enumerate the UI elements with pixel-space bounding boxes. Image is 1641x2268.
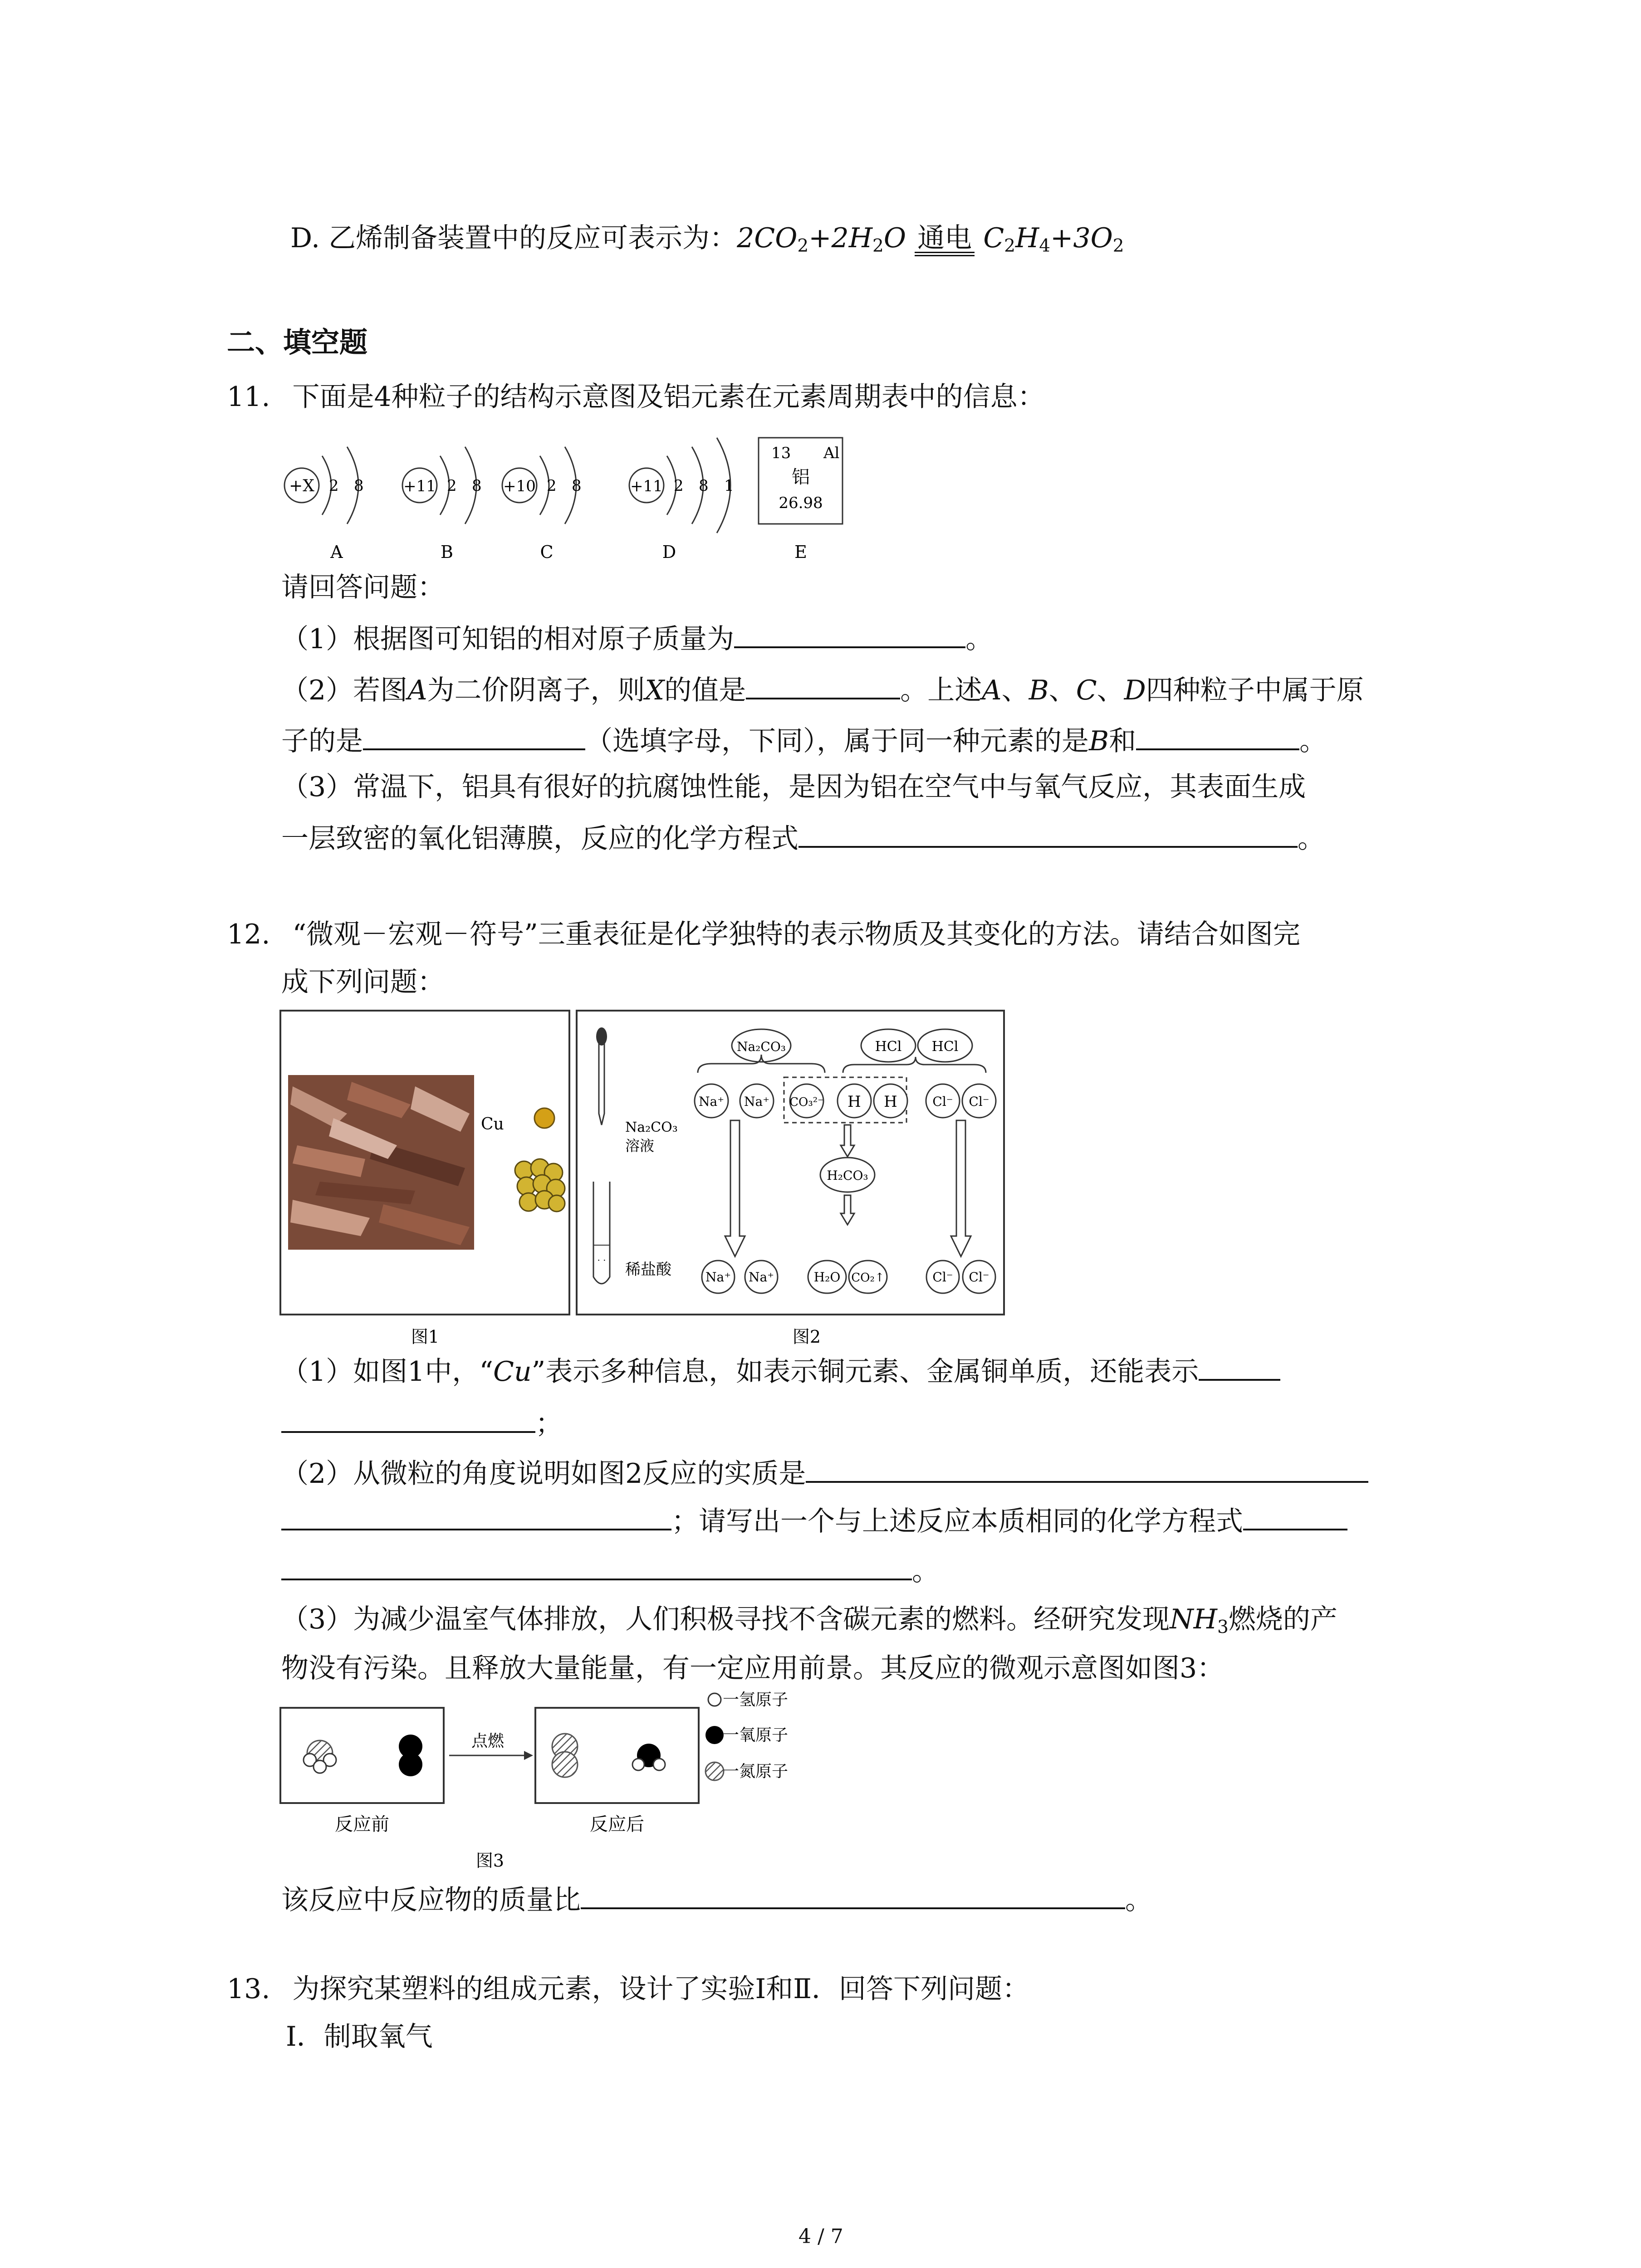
answer-blank[interactable] [281, 1404, 535, 1433]
svg-text:+11: +11 [630, 477, 663, 495]
answer-blank[interactable] [363, 721, 585, 750]
q11-part1: （1）根据图可知铝的相对原子质量为 。 [281, 619, 993, 657]
svg-text:B: B [441, 542, 453, 562]
q12-number: 12. [227, 919, 270, 950]
svg-text:8: 8 [472, 477, 482, 495]
svg-text:溶液: 溶液 [625, 1137, 655, 1154]
q12-part3-line3: 该反应中反应物的质量比 。 [281, 1880, 1152, 1918]
answer-blank[interactable] [281, 1501, 671, 1530]
page-number: 4 / 7 [798, 2225, 843, 2248]
q12-part3-line1: （3）为减少温室气体排放，人们积极寻找不含碳元素的燃料。经研究发现$NH_3$燃烧的产 [281, 1603, 1337, 1637]
particle-c [502, 447, 582, 562]
svg-text:H₂CO₃: H₂CO₃ [827, 1168, 868, 1183]
option-d-text: D. 乙烯制备装置中的反应可表示为： [290, 222, 737, 254]
q12-part1-line2: ； [281, 1404, 563, 1442]
element-card-al [759, 438, 843, 562]
svg-text:E: E [794, 542, 807, 562]
svg-text:Na₂CO₃: Na₂CO₃ [736, 1039, 786, 1054]
svg-text:CO₂↑: CO₂↑ [851, 1271, 885, 1285]
answer-blank[interactable] [1199, 1352, 1280, 1381]
answer-blank[interactable] [581, 1880, 1125, 1909]
svg-text:反应后: 反应后 [590, 1814, 644, 1835]
answer-blank[interactable] [746, 670, 900, 699]
answer-blank[interactable] [281, 1551, 912, 1580]
figure-3-nh3-combustion [279, 1690, 869, 1871]
answer-blank[interactable] [798, 819, 1298, 848]
svg-text:H₂O: H₂O [813, 1270, 841, 1285]
answer-blank[interactable] [806, 1454, 1368, 1483]
svg-text:CO₃²⁻: CO₃²⁻ [789, 1095, 824, 1109]
svg-text:+X: +X [289, 477, 314, 495]
svg-text:Cl⁻: Cl⁻ [932, 1094, 953, 1109]
svg-text:铝: 铝 [792, 467, 810, 488]
q12-part2-line3: 。 [281, 1551, 939, 1589]
svg-text:一氧原子: 一氧原子 [723, 1726, 789, 1745]
svg-text:D: D [662, 542, 676, 562]
figure-2-reaction [575, 1009, 1007, 1345]
svg-text:A: A [330, 542, 343, 562]
svg-text:8: 8 [354, 477, 364, 495]
section-title: 二、填空题 [227, 326, 368, 359]
svg-text:Cl⁻: Cl⁻ [969, 1270, 989, 1285]
q13-part1: Ⅰ．制取氧气 [286, 2021, 433, 2053]
answer-blank[interactable] [1136, 721, 1299, 750]
q12-part2-line2: ；请写出一个与上述反应本质相同的化学方程式 [281, 1501, 1347, 1540]
svg-text:2: 2 [447, 477, 457, 495]
svg-text:26.98: 26.98 [779, 494, 823, 512]
q11-part1-text: （1）根据图可知铝的相对原子质量为 [281, 623, 735, 655]
q12-stem-line1: 12. “微观－宏观－符号”三重表征是化学独特的表示物质及其变化的方法。请结合如图完 [227, 919, 1300, 950]
svg-text:Cl⁻: Cl⁻ [932, 1270, 953, 1285]
q11-stem [227, 379, 1045, 415]
svg-text:HCl: HCl [875, 1039, 902, 1055]
q11-particle-figure [272, 431, 862, 572]
q11-stem-text: 下面是4种粒子的结构示意图及铝元素在元素周期表中的信息： [292, 381, 1045, 413]
option-d [290, 220, 1124, 264]
svg-text:反应前: 反应前 [335, 1814, 389, 1835]
q11-number: 11. [227, 381, 270, 413]
particle-d [629, 438, 734, 562]
svg-text:图2: 图2 [792, 1327, 821, 1345]
q11-part2-line2: 子的是 （选填字母，下同），属于同一种元素的是B和 。 [281, 721, 1327, 759]
particle-a [284, 447, 364, 562]
q13-number: 13. [227, 1973, 270, 2005]
option-d-equation: $2CO_2+2H_2O$ 通电 $C_2H_4+3O_2$ [737, 222, 1124, 256]
answer-blank[interactable] [734, 619, 965, 648]
svg-text:2: 2 [547, 477, 557, 495]
svg-text:一氢原子: 一氢原子 [723, 1691, 789, 1709]
q11-part2-line1: （2）若图A为二价阴离子，则X的值是 。上述A、B、C、D四种粒子中属于原 [281, 670, 1364, 709]
answer-blank[interactable] [1243, 1501, 1347, 1530]
cu-label: Cu [481, 1115, 504, 1134]
svg-text:一氮原子: 一氮原子 [723, 1762, 789, 1781]
svg-text:Na⁺: Na⁺ [744, 1094, 769, 1109]
equation-condition: 通电 [915, 225, 975, 256]
q11-part3-line1: （3）常温下，铝具有很好的抗腐蚀性能，是因为铝在空气中与氧气反应，其表面生成 [281, 771, 1306, 803]
q12-part1-line1: （1）如图1中，“Cu”表示多种信息，如表示铜元素、金属铜单质，还能表示 [281, 1352, 1280, 1390]
figure-1-copper [279, 1009, 572, 1345]
svg-text:2: 2 [674, 477, 684, 495]
svg-text:Na⁺: Na⁺ [705, 1270, 731, 1285]
svg-text:H: H [847, 1093, 861, 1111]
svg-text:Na⁺: Na⁺ [699, 1094, 724, 1109]
svg-text:稀盐酸: 稀盐酸 [625, 1261, 671, 1279]
q11-part3-line2: 一层致密的氧化铝薄膜，反应的化学方程式 。 [281, 819, 1325, 857]
svg-text:Na⁺: Na⁺ [749, 1270, 774, 1285]
q12-part3-line2: 物没有污染。且释放大量能量，有一定应用前景。其反应的微观示意图如图3： [281, 1652, 1225, 1684]
svg-text:2: 2 [329, 477, 339, 495]
q12-stem-line2: 成下列问题： [281, 966, 445, 998]
svg-text:+11: +11 [403, 477, 436, 495]
svg-text:1: 1 [724, 477, 734, 495]
svg-text:8: 8 [572, 477, 582, 495]
svg-text:13: 13 [771, 444, 791, 462]
q11-prompt: 请回答问题： [281, 572, 445, 603]
svg-text:图3: 图3 [475, 1851, 505, 1871]
svg-text:点燃: 点燃 [471, 1732, 505, 1750]
particle-b [402, 447, 482, 562]
svg-text:Na₂CO₃: Na₂CO₃ [625, 1119, 678, 1135]
svg-text:8: 8 [699, 477, 709, 495]
svg-text:· ·: · · [597, 1255, 606, 1266]
cu-symbol: Cu [493, 1356, 532, 1388]
svg-text:图1: 图1 [411, 1327, 440, 1345]
svg-text:C: C [540, 542, 554, 562]
q13-stem: 13. 为探究某塑料的组成元素，设计了实验Ⅰ和Ⅱ．回答下列问题： [227, 1973, 1029, 2005]
svg-text:Al: Al [823, 444, 840, 462]
svg-text:H: H [884, 1093, 897, 1111]
q12-part2-line1: （2）从微粒的角度说明如图2反应的实质是 [281, 1454, 1368, 1492]
svg-text:Cl⁻: Cl⁻ [969, 1094, 989, 1109]
svg-text:HCl: HCl [931, 1039, 959, 1055]
svg-text:+10: +10 [503, 477, 536, 495]
